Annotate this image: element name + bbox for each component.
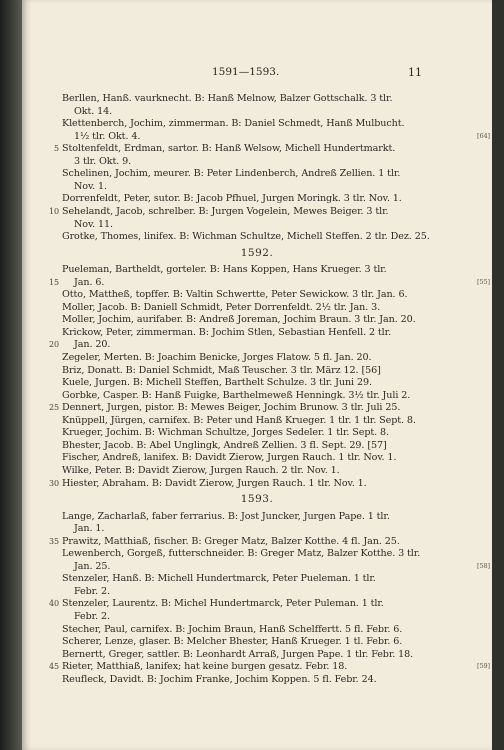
line-text: Moller, Jacob. B: Daniell Schmidt, Peter Dorrenfeldt. 2½ tlr. Jan. 3. — [62, 301, 381, 313]
text-line — [62, 376, 490, 389]
line-number: 10 — [49, 206, 59, 216]
text-line — [49, 660, 490, 673]
line-text: Scherer, Lenze, glaser. B: Melcher Bhester, Hanß Krueger. 1 tl. Febr. 6. — [62, 636, 403, 648]
line-text: Bernertt, Greger, sattler. B: Leonhardt Arraß, Jurgen Pape. 1 tlr. Febr. 18. — [62, 648, 414, 660]
text-line — [74, 180, 490, 193]
text-block — [22, 0, 492, 750]
text-line — [62, 389, 490, 402]
text-line — [62, 326, 490, 339]
line-text: Grotke, Thomes, linifex. B: Wichman Schultze, Michell Steffen. 2 tlr. Dez. 25. — [62, 231, 430, 243]
text-line — [62, 263, 490, 276]
margin-note: [58] — [477, 561, 490, 570]
line-number: 20 — [49, 340, 59, 350]
text-line — [62, 673, 490, 686]
line-text: Moller, Jochim, aurifaber. B: Andreß Joreman, Jochim Braun. 3 tlr. Jan. 20. — [62, 314, 416, 326]
text-line — [74, 155, 490, 168]
text-line — [49, 477, 490, 490]
line-text: Dorrenfeldt, Peter, sutor. B: Jacob Pfhuel, Jurgen Moringk. 3 tlr. Nov. 1. — [62, 193, 402, 205]
line-text: Berllen, Hanß. vaurknecht. B: Hanß Melnow, Balzer Gottschalk. 3 tlr. — [62, 93, 393, 104]
line-text: Lange, Zacharlaß, faber ferrarius. B: Jost Juncker, Jurgen Pape. 1 tlr. — [62, 510, 390, 522]
text-line — [62, 635, 490, 648]
line-text: Kuele, Jurgen. B: Michell Steffen, Barthelt Schulze. 3 tlr. Juni 29. — [62, 377, 372, 389]
text-line — [62, 547, 490, 560]
line-number: 40 — [49, 599, 59, 609]
text-line — [49, 401, 490, 414]
line-number: 45 — [49, 662, 59, 672]
line-number: 5 — [54, 144, 59, 154]
line-text: Reufleck, Davidt. B: Jochim Franke, Jochim Koppen. 5 fl. Febr. 24. — [62, 673, 377, 685]
text-line — [62, 313, 490, 326]
text-line — [49, 276, 490, 289]
line-text: 1½ tlr. Okt. 4. — [74, 130, 141, 142]
page-edge — [492, 0, 504, 750]
text-line — [74, 560, 490, 573]
margin-note: [64] — [477, 131, 490, 140]
line-text: Otto, Mattheß, topffer. B: Valtin Schwerttе, Peter Sewickow. 3 tlr. Jan. 6. — [62, 289, 408, 301]
line-text: Bhester, Jacob. B: Abel Unglingk, Andreß Zellien. 3 fl. Sept. 29. [57] — [62, 439, 387, 451]
line-number: 30 — [49, 478, 59, 488]
text-line — [74, 522, 490, 535]
text-line — [62, 623, 490, 636]
text-line — [74, 610, 490, 623]
line-text: Okt. 14. — [74, 105, 113, 117]
text-line — [54, 142, 490, 155]
line-number: 25 — [49, 403, 59, 413]
line-text: Zegeler, Merten. B: Joachim Benicke, Jorges Flatow. 5 fl. Jan. 20. — [62, 352, 372, 363]
line-text: Stoltenfeldt, Erdman, sartor. B: Hanß Welsow, Michell Hundertmarkt. — [62, 143, 396, 155]
header-years: 1591—1593. — [212, 66, 280, 78]
text-line — [62, 414, 490, 427]
line-text: Nov. 11. — [74, 218, 114, 230]
year-heading — [22, 493, 492, 506]
line-text: Jan. 1. — [74, 523, 105, 535]
line-text: Krueger, Jochim. B: Wichman Schultze, Jorges Sedeler. 1 tlr. Sept. 8. — [62, 427, 389, 439]
text-line — [49, 597, 490, 610]
line-text: Sehelandt, Jacob, schrelber. B: Jurgen Vogelein, Mewes Beiger. 3 tlr. — [62, 205, 389, 217]
margin-note: [59] — [477, 662, 490, 671]
line-text: Schelinen, Jochim, meurer. B: Peter Lindenberch, Andreß Zellien. 1 tlr. — [62, 168, 401, 180]
book-spine-shadow — [0, 0, 22, 750]
line-text: Klettenberch, Jochim, zimmerman. B: Daniel Schmedt, Hanß Mulbucht. — [62, 118, 405, 130]
line-text: Nov. 1. — [74, 180, 108, 192]
line-text: 3 tlr. Okt. 9. — [74, 155, 132, 167]
line-text: 1592. — [240, 246, 274, 259]
text-line — [62, 426, 490, 439]
text-line — [62, 167, 490, 180]
text-line — [62, 510, 490, 523]
line-text: Jan. 25. — [74, 560, 111, 572]
text-line — [62, 439, 490, 452]
book-page — [22, 0, 492, 750]
text-line — [74, 585, 490, 598]
line-text: Stenzeler, Hanß. B: Michell Hundertmarck, Peter Pueleman. 1 tlr. — [62, 573, 376, 585]
year-heading — [22, 247, 492, 260]
text-line — [62, 301, 490, 314]
text-line — [62, 288, 490, 301]
line-text: Knüppell, Jürgen, carnifex. B: Peter und Hanß Krueger. 1 tlr. 1 tlr. Sept. 8. — [62, 414, 416, 426]
text-line — [62, 192, 490, 205]
line-text: Dennert, Jurgen, pistor. B: Mewes Beiger, Jochim Brunow. 3 tlr. Juli 25. — [62, 402, 401, 414]
text-line — [62, 451, 490, 464]
text-line — [62, 92, 490, 105]
line-text: Lewenberch, Gorgeß, futterschneider. B: Greger Matz, Balzer Kotthe. 3 tlr. — [62, 548, 421, 560]
text-line — [62, 351, 490, 364]
line-text: Stenzeler, Laurentz. B: Michel Hundertmarck, Peter Puleman. 1 tlr. — [62, 598, 384, 610]
text-line — [49, 205, 490, 218]
line-text: Hiester, Abraham. B: Davidt Zierow, Jurgen Rauch. 1 tlr. Nov. 1. — [62, 477, 367, 489]
line-text: Briz, Donatt. B: Daniel Schmidt, Maß Teuscher. 3 tlr. März 12. [56] — [62, 364, 381, 376]
line-text: Fischer, Andreß, lanifex. B: Davidt Zierow, Jurgen Rauch. 1 tlr. Nov. 1. — [62, 452, 397, 464]
line-text: Pueleman, Bartheldt, gorteler. B: Hans Koppen, Hans Krueger. 3 tlr. — [62, 264, 387, 276]
line-text: Prawitz, Matthiaß, fischer. B: Greger Matz, Balzer Kotthe. 4 fl. Jan. 25. — [62, 535, 400, 547]
text-line — [62, 117, 490, 130]
text-line — [62, 572, 490, 585]
text-line — [62, 230, 490, 243]
text-line — [49, 338, 490, 351]
line-number: 15 — [49, 277, 59, 287]
text-line — [74, 105, 490, 118]
line-text: Febr. 2. — [74, 585, 110, 597]
line-text: Gorbke, Casper. B: Hanß Fuigke, Barthelmeweß Henningk. 3½ tlr. Juli 2. — [62, 389, 411, 401]
text-line — [62, 364, 490, 377]
line-text: Febr. 2. — [74, 611, 110, 622]
line-text: Jan. 20. — [74, 339, 111, 351]
line-text: Jan. 6. — [74, 276, 105, 288]
text-line — [74, 218, 490, 231]
text-line — [62, 464, 490, 477]
text-line — [49, 535, 490, 548]
line-text: Krickow, Peter, zimmerman. B: Jochim Stlen, Sebastian Henfell. 2 tlr. — [62, 326, 392, 338]
line-text: Wilke, Peter. B: Davidt Zierow, Jurgen Rauch. 2 tlr. Nov. 1. — [62, 464, 340, 476]
line-text: Stecher, Paul, carnifex. B: Jochim Braun, Hanß Schelffertt. 5 fl. Febr. 6. — [62, 623, 403, 635]
margin-note: [55] — [477, 277, 490, 286]
line-text: 1593. — [240, 493, 274, 506]
line-number: 35 — [49, 536, 59, 546]
text-line — [74, 130, 490, 143]
line-text: Rieter, Matthiaß, lanifex; hat keine burgen gesatz. Febr. 18. — [62, 661, 348, 673]
text-line — [62, 648, 490, 661]
page-number: 11 — [408, 66, 422, 79]
